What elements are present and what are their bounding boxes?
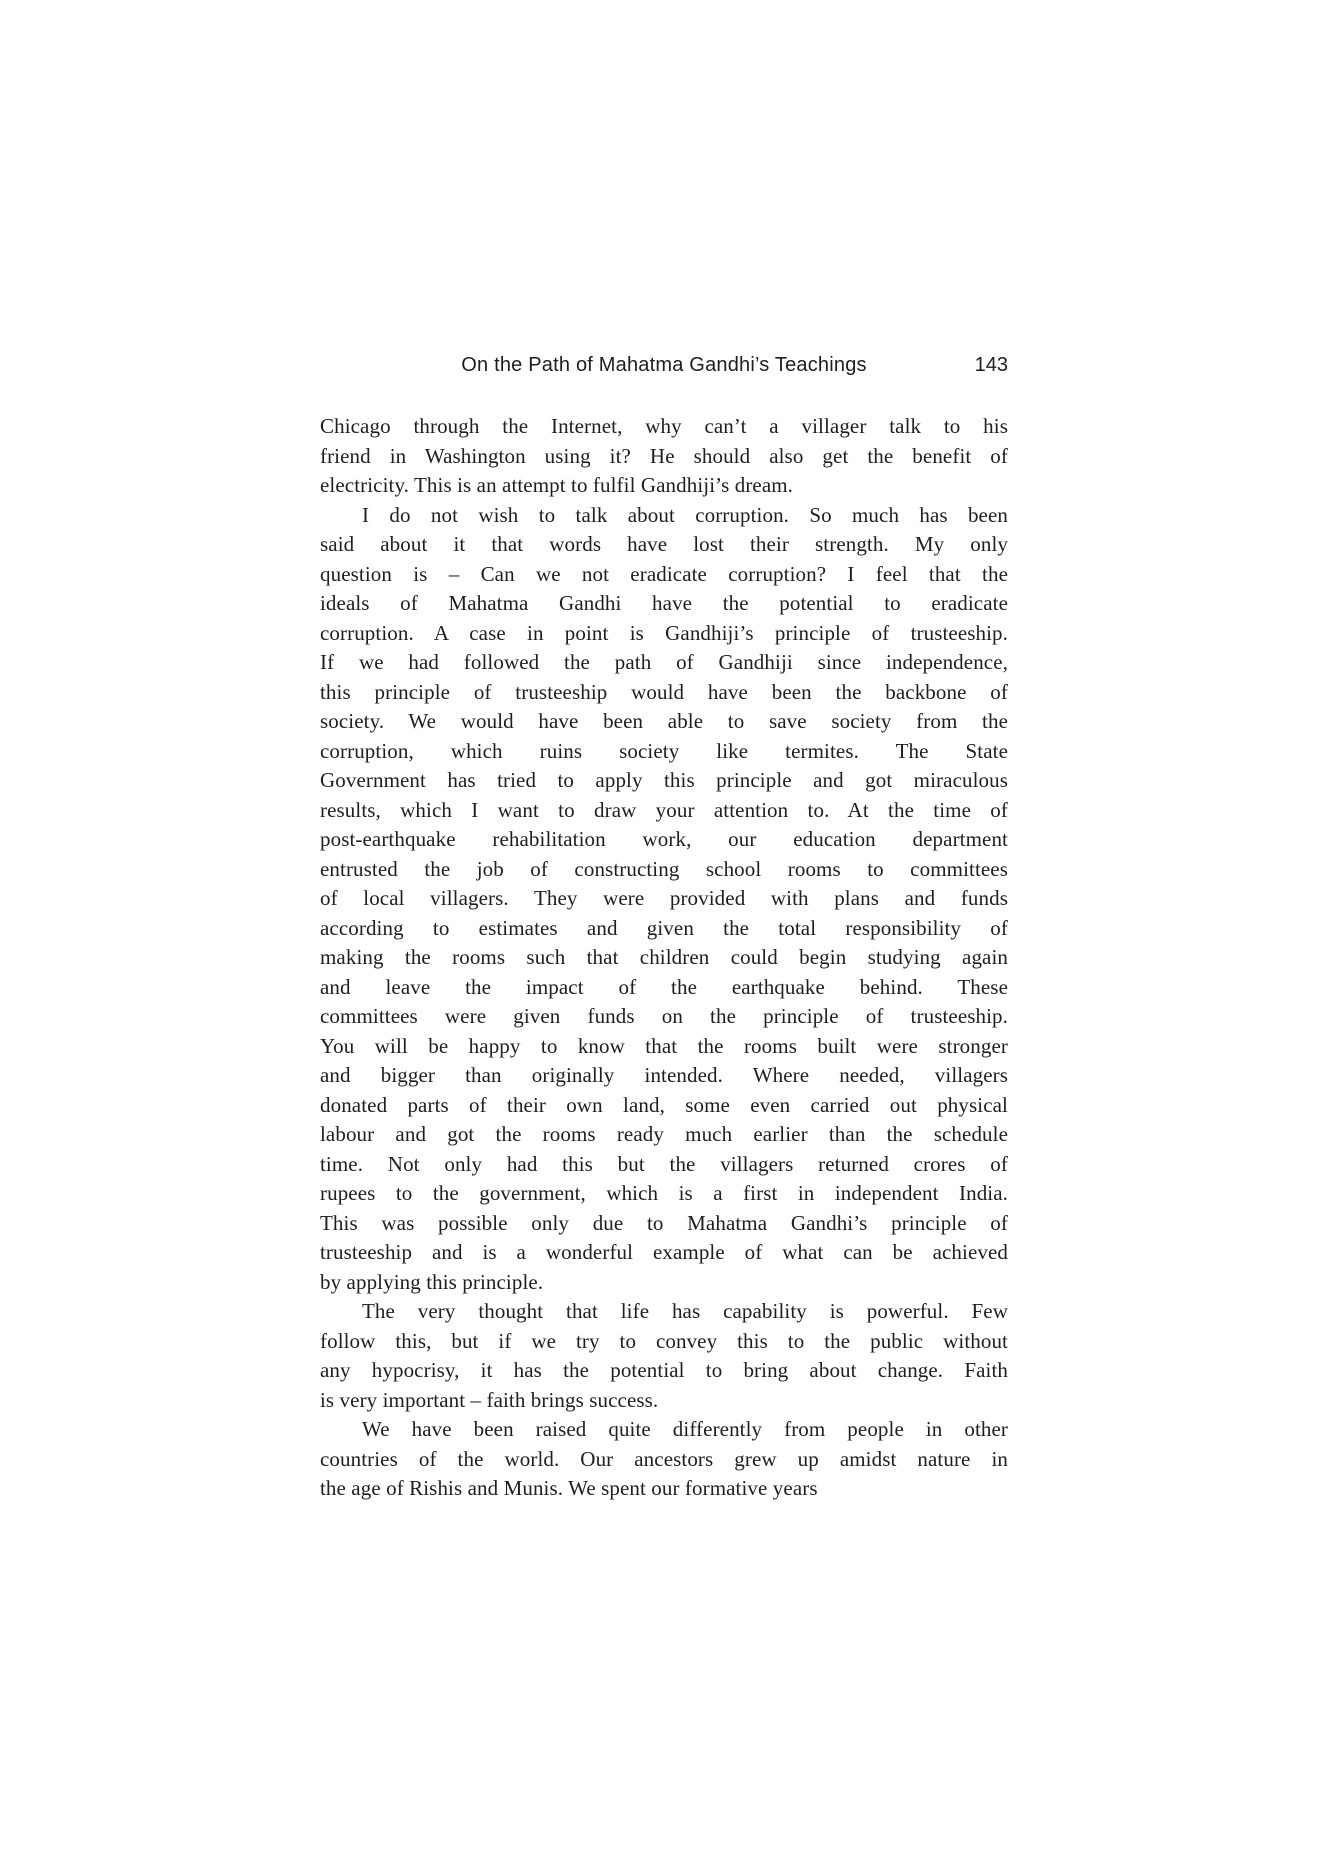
text-line: If we had followed the path of Gandhiji since independence,	[320, 650, 1008, 674]
text-line: corruption. A case in point is Gandhiji’s principle of trusteeship.	[320, 620, 1008, 645]
text-line: any hypocrisy, it has the potential to bring about change. Faith	[320, 1358, 1008, 1382]
text-line: according to estimates and given the total responsibility of	[320, 915, 1008, 940]
page-number: 143	[974, 354, 1008, 376]
running-header	[320, 352, 1008, 380]
text-line: ideals of Mahatma Gandhi have the potential to eradicate	[320, 591, 1008, 615]
text-line: of local villagers. They were provided with plans and funds	[320, 886, 1008, 910]
text-line: entrusted the job of constructing school rooms to committees	[320, 856, 1008, 881]
text-line: labour and got the rooms ready much earlier than the schedule	[320, 1122, 1008, 1146]
text-line: trusteeship and is a wonderful example of what can be achieved	[320, 1240, 1008, 1264]
text-line: We have been raised quite differently from people in other	[362, 1417, 1008, 1441]
body-text	[320, 412, 1008, 1504]
text-line: the age of Rishis and Munis. We spent our formative years	[320, 1476, 818, 1500]
running-header-title: On the Path of Mahatma Gandhi’s Teachings	[461, 354, 867, 376]
text-line: This was possible only due to Mahatma Gandhi’s principle of	[320, 1210, 1008, 1235]
text-line: this principle of trusteeship would have been the backbone of	[320, 679, 1008, 704]
text-line: by applying this principle.	[320, 1269, 544, 1294]
paragraph	[320, 501, 1008, 1298]
text-line: post-earthquake rehabilitation work, our education department	[320, 827, 1008, 851]
text-line: The very thought that life has capability is powerful. Few	[362, 1299, 1008, 1323]
text-line: committees were given funds on the principle of trusteeship.	[320, 1004, 1008, 1028]
text-line: said about it that words have lost their strength. My only	[320, 532, 1008, 556]
text-line: corruption, which ruins society like termites. The State	[320, 738, 1008, 763]
text-line: rupees to the government, which is a first in independent India.	[320, 1181, 1008, 1205]
text-line: I do not wish to talk about corruption. So much has been	[362, 502, 1008, 527]
text-line: donated parts of their own land, some even carried out physical	[320, 1092, 1008, 1117]
text-line: electricity. This is an attempt to fulfil Gandhiji’s dream.	[320, 473, 794, 497]
text-line: Chicago through the Internet, why can’t a villager talk to his	[320, 414, 1008, 438]
text-line: is very important – faith brings success.	[320, 1387, 659, 1412]
text-line: and bigger than originally intended. Where needed, villagers	[320, 1063, 1008, 1087]
paragraph	[320, 1297, 1008, 1415]
text-line: results, which I want to draw your attention to. At the time of	[320, 797, 1008, 822]
text-line: making the rooms such that children could begin studying again	[320, 945, 1008, 969]
text-line: time. Not only had this but the villagers returned crores of	[320, 1151, 1008, 1176]
text-line: countries of the world. Our ancestors grew up amidst nature in	[320, 1446, 1008, 1471]
text-line: and leave the impact of the earthquake behind. These	[320, 974, 1008, 999]
text-line: society. We would have been able to save society from the	[320, 709, 1008, 733]
text-line: follow this, but if we try to convey this to the public without	[320, 1328, 1008, 1353]
text-line: You will be happy to know that the rooms built were stronger	[320, 1033, 1008, 1058]
text-line: Government has tried to apply this principle and got miraculous	[320, 768, 1008, 792]
paragraph	[320, 1415, 1008, 1504]
text-line: question is – Can we not eradicate corruption? I feel that the	[320, 561, 1008, 586]
text-line: friend in Washington using it? He should also get the benefit of	[320, 443, 1008, 468]
paragraph	[320, 412, 1008, 501]
